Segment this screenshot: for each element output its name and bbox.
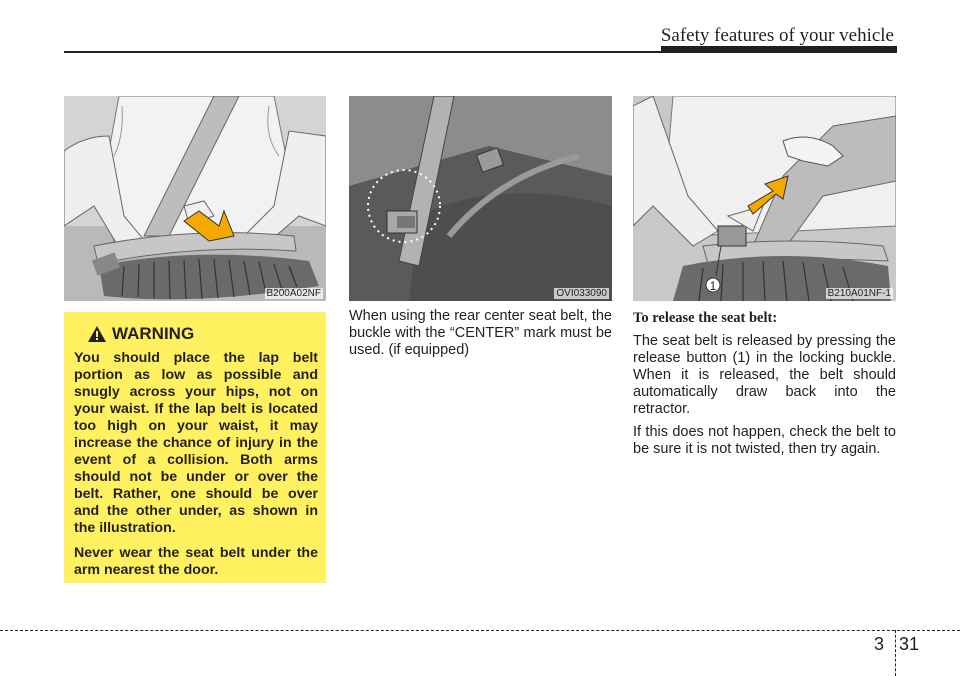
figure-seat-belt-release bbox=[633, 96, 896, 301]
page-header-title: Safety features of your vehicle bbox=[660, 25, 894, 46]
center-column-text bbox=[349, 308, 612, 365]
lap-belt-illustration bbox=[64, 96, 326, 301]
warning-triangle-icon bbox=[88, 326, 106, 342]
figure-lap-belt bbox=[64, 96, 326, 301]
warning-header bbox=[88, 324, 318, 344]
figure-code: B210A01NF-1 bbox=[827, 288, 891, 299]
section-number: 3 bbox=[874, 634, 885, 654]
rear-seat-illustration bbox=[349, 96, 612, 301]
belt-release-illustration bbox=[633, 96, 896, 301]
warning-paragraph: You should place the lap belt portion as low as possible and snugly across your hips, not on your waist. If the lap belt is located too high on your waist, it may increase the chance of injury in the event of a collision. Both arms should not be under or over the belt. Rather, one should be over and the other under, as shown in the illustration. bbox=[74, 350, 318, 536]
figure-code: OVI033090 bbox=[556, 288, 607, 299]
header-rule bbox=[64, 51, 664, 53]
footer-rule bbox=[0, 630, 960, 631]
warning-paragraph: Never wear the seat belt under the arm nearest the door. bbox=[74, 545, 318, 578]
figure-rear-center-buckle bbox=[349, 96, 612, 301]
right-column-text bbox=[633, 308, 896, 464]
right-paragraph: The seat belt is released by pressing the release button (1) in the locking buckle. When it is released, the belt should automatically draw back into the retractor. bbox=[633, 333, 896, 417]
callout-number: 1 bbox=[709, 279, 717, 293]
right-paragraph: If this does not happen, check the belt to be sure it is not twisted, then try again. bbox=[633, 424, 896, 457]
warning-title: WARNING bbox=[112, 324, 195, 343]
warning-box bbox=[64, 312, 326, 583]
header-rule-thick bbox=[661, 46, 897, 53]
center-paragraph: When using the rear center seat belt, the buckle with the “CENTER” mark must be used. (if equipped) bbox=[349, 308, 612, 358]
footer-divider bbox=[895, 630, 896, 676]
section-heading: To release the seat belt: bbox=[633, 310, 778, 326]
page-number: 31 bbox=[899, 634, 920, 654]
figure-code: B200A02NF bbox=[266, 288, 321, 299]
